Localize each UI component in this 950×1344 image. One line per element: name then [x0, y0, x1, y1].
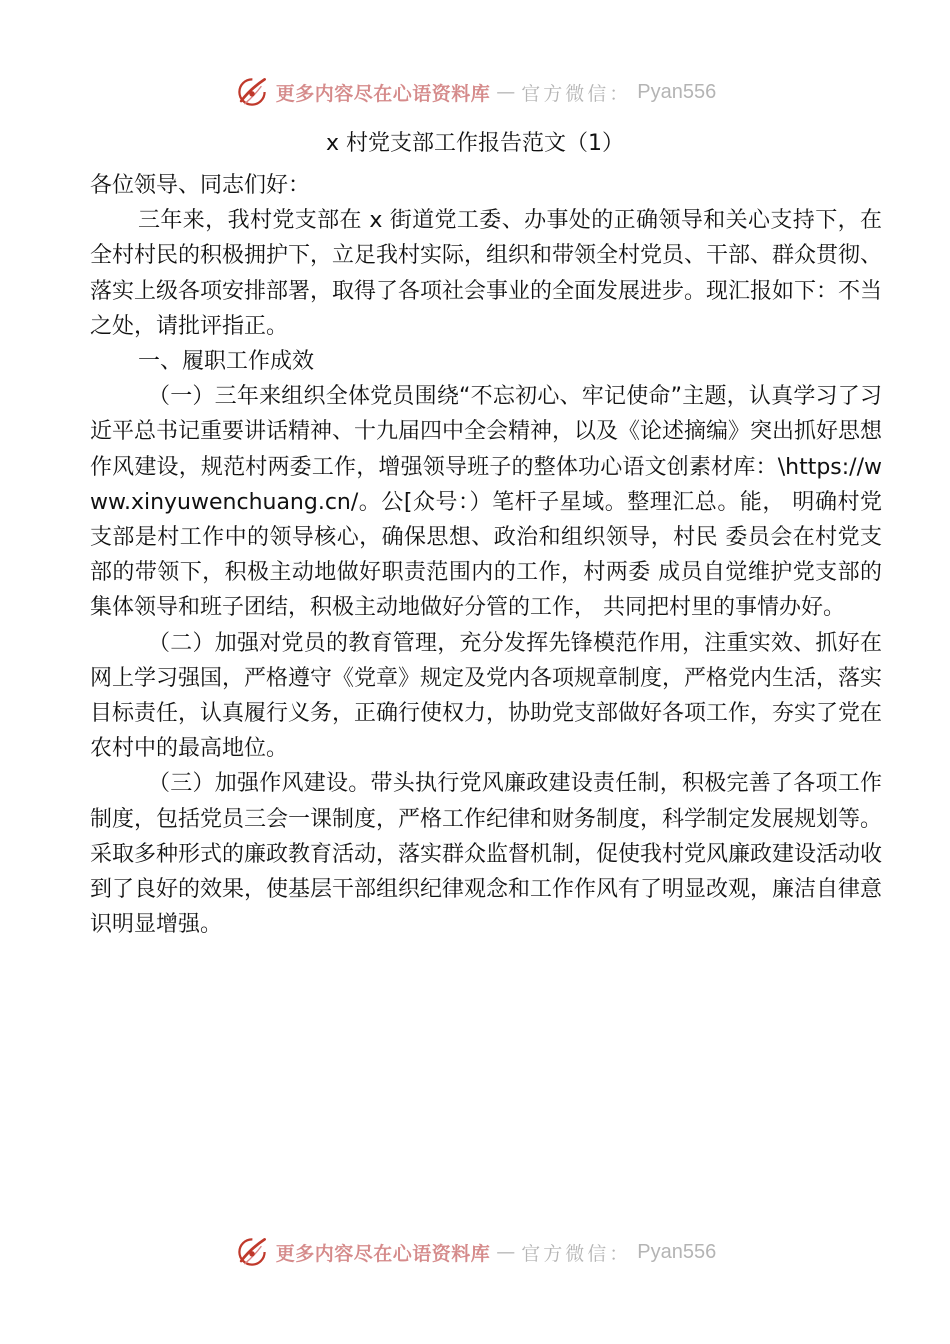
item-paragraph-1: （一）三年来组织全体党员围绕“不忘初心、牢记使命”主题，认真学习了习近平总书记重要讲话精神、十九届四中全会精神，以及《论述摘编》突出抓好思想作风建设，规范村两委工作，增强领导班子的整体功心语文创素材库：\https://www.xinyuwenchuang.cn/。公[众号：）笔杆子星域。整理汇总。能， 明确村党支部是村工作中的领导核心，确保思想、政治和组织领导，村民 委员会在村党支部的带领下，积极主动地做好职责范围内的工作，村两委 成员自觉维护党支部的集体领导和班子团结，积极主动地做好分管的工作， 共同把村里的事情办好。: [90, 384, 883, 621]
item-paragraph-2: （二）加强对党员的教育管理，充分发挥先锋模范作用，注重实效、抓好在网上学习强国，严格遵守《党章》规定及党内各项规章制度，严格党内生活，落实目标责任，认真履行义务，正确行使权力，协助党支部做好各项工作，夯实了党在农村中的最高地位。: [90, 630, 883, 762]
watermark-label: 官方微信：: [521, 1242, 632, 1265]
watermark-main-text: 更多内容尽在心语资料库: [275, 1242, 491, 1265]
watermark-main-text: 更多内容尽在心语资料库: [275, 82, 491, 105]
brush-logo-icon: [234, 74, 270, 110]
watermark-wechat-id: Pyan556: [637, 1240, 717, 1263]
footer-watermark: [0, 1232, 950, 1272]
watermark-label: 官方微信：: [521, 82, 632, 105]
watermark-separator: —: [496, 81, 516, 103]
salutation-paragraph: 各位领导、同志们好：: [90, 173, 311, 198]
watermark-wechat-id: Pyan556: [637, 80, 717, 103]
watermark-separator: —: [496, 1241, 516, 1263]
intro-paragraph: 三年来，我村党支部在 x 街道党工委、办事处的正确领导和关心支持下，在全村村民的积极拥护下，立足我村实际，组织和带领全村党员、干部、群众贯彻、落实上级各项安排部署，取得了各项社会事业的全面发展进步。现汇报如下：不当之处，请批评指正。: [90, 208, 883, 339]
document-body: [90, 168, 882, 942]
brush-logo-icon: [234, 1234, 270, 1270]
section-heading: 一、履职工作成效: [138, 349, 315, 375]
header-watermark: [0, 72, 950, 112]
item-paragraph-3: （三）加强作风建设。带头执行党风廉政建设责任制，积极完善了各项工作制度，包括党员三会一课制度，严格工作纪律和财务制度，科学制定发展规划等。采取多种形式的廉政教育活动，落实群众监督机制，促使我村党风廉政建设活动收到了良好的效果，使基层干部组织纪律观念和工作作风有了明显改观，廉洁自律意识明显增强。: [90, 771, 883, 938]
document-title: x 村党支部工作报告范文（1）: [325, 131, 624, 156]
